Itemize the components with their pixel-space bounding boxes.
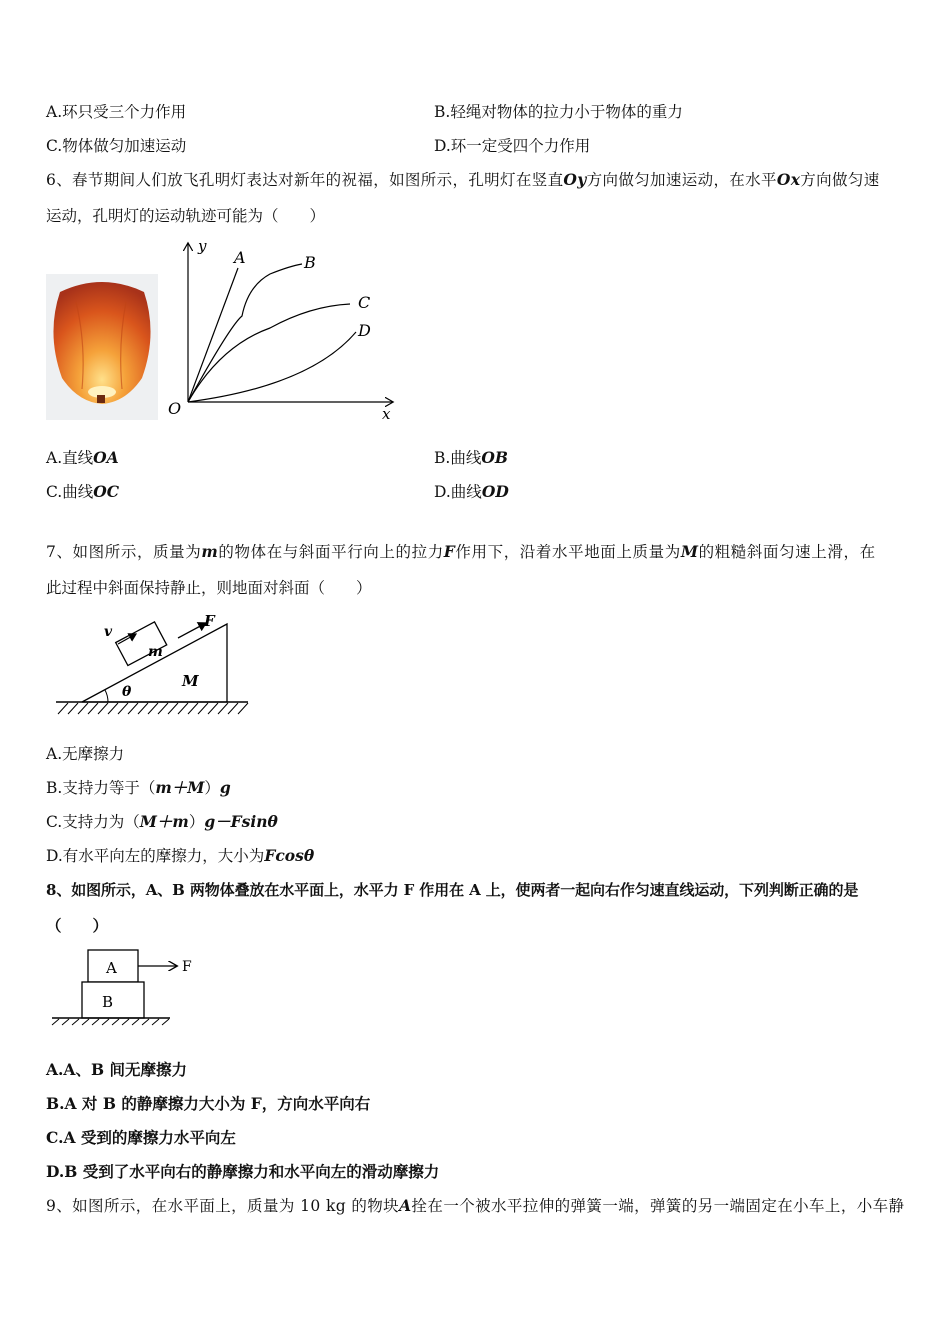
q7-stem-text: 作用下，沿着水平地面上质量为	[455, 543, 681, 561]
lantern-image	[46, 274, 158, 420]
q7-option-c-prefix: C.支持力为（	[46, 813, 140, 831]
q8-stem-line2: （ ）	[46, 916, 109, 935]
q6-stem-text: 6、春节期间人们放飞孔明灯表达对新年的祝福，如图所示，孔明灯在竖直	[46, 171, 564, 189]
curve-oc	[188, 304, 350, 402]
force-arrow	[178, 623, 206, 638]
q5-option-b: B.轻绳对物体的拉力小于物体的重力	[434, 103, 683, 121]
ground-hatch	[52, 1019, 169, 1025]
origin-label: O	[168, 399, 182, 418]
q6-stem-text: 方向做匀加速运动，在水平	[586, 171, 777, 189]
q5-option-d: D.环一定受四个力作用	[434, 137, 591, 155]
q7-stem-line1	[46, 542, 876, 562]
q7-stem-text: 的物体在与斜面平行向上的拉力	[218, 543, 444, 561]
x-axis-label: x	[382, 405, 391, 422]
q6-option-a	[46, 448, 119, 468]
q7-option-b-prefix: B.支持力等于（	[46, 779, 156, 797]
y-axis-label: y	[198, 237, 207, 255]
stacked-blocks-diagram	[48, 944, 208, 1028]
q9-stem-text: 9、如图所示，在水平面上，质量为 10 kg 的物块	[46, 1197, 400, 1215]
q6-option-c-var: OC	[93, 482, 120, 501]
q6-option-d-prefix: D.曲线	[434, 483, 482, 501]
q6-option-b-var: OB	[481, 448, 508, 467]
q9-var-a: A	[399, 1196, 412, 1215]
q6-option-c-prefix: C.曲线	[46, 483, 94, 501]
q7-option-b-close: ）	[204, 779, 220, 797]
q7-option-b-expr: m＋M	[155, 778, 205, 797]
q9-stem-line1	[46, 1196, 904, 1216]
q7-option-a: A.无摩擦力	[46, 745, 125, 763]
incline-diagram	[52, 612, 252, 722]
q7-option-c-tail: g－Fsinθ	[204, 812, 278, 831]
q7-var-m: m	[201, 542, 219, 561]
q7-var-M: M	[680, 542, 699, 561]
force-f-label: F	[182, 959, 192, 975]
q6-var-ox: Ox	[776, 170, 801, 189]
q8-option-a: A.A、B 间无摩擦力	[46, 1060, 187, 1079]
q7-option-d-prefix: D.有水平向左的摩擦力，大小为	[46, 847, 265, 865]
force-label: F	[204, 612, 215, 630]
mass-label: m	[148, 644, 163, 660]
q6-option-a-var: OA	[93, 448, 119, 467]
q9-stem-text: 拴在一个被水平拉伸的弹簧一端，弹簧的另一端固定在小车上，小车静	[411, 1197, 905, 1215]
q6-option-a-prefix: A.直线	[46, 449, 94, 467]
q7-option-c-close: ）	[188, 813, 205, 831]
ground-hatch	[58, 703, 248, 714]
label-d: D	[358, 321, 371, 340]
trajectory-diagram	[160, 236, 400, 422]
label-b: B	[304, 253, 316, 272]
theta-label: θ	[122, 684, 132, 700]
q7-option-d	[46, 846, 314, 866]
q7-option-b-g: g	[219, 778, 231, 797]
q6-stem-line2: 运动，孔明灯的运动轨迹可能为（ ）	[46, 207, 326, 225]
incline-mass-label: M	[182, 672, 199, 690]
q7-option-d-var: Fcosθ	[264, 846, 315, 865]
q7-var-f: F	[443, 542, 456, 561]
block-b-label: B	[102, 993, 114, 1011]
q7-option-c-expr: M＋m	[139, 812, 189, 831]
q6-option-b	[434, 448, 508, 468]
q7-stem-text: 7、如图所示，质量为	[46, 543, 202, 561]
line-oa	[188, 268, 238, 402]
q6-stem-text: 方向做匀速	[800, 171, 880, 189]
q8-option-b: B.A 对 B 的静摩擦力大小为 F，方向水平向右	[46, 1094, 371, 1113]
label-c: C	[358, 293, 371, 312]
q7-stem-line2: 此过程中斜面保持静止，则地面对斜面（ ）	[46, 579, 372, 597]
label-a: A	[234, 248, 246, 267]
q5-option-a: A.环只受三个力作用	[46, 103, 187, 121]
q6-stem-line1	[46, 170, 880, 190]
theta-arc	[105, 690, 108, 702]
q8-option-d: D.B 受到了水平向右的静摩擦力和水平向左的滑动摩擦力	[46, 1162, 440, 1181]
velocity-label: v	[104, 624, 113, 640]
q6-option-d	[434, 482, 509, 502]
q6-option-d-var: OD	[481, 482, 509, 501]
q8-option-c: C.A 受到的摩擦力水平向左	[46, 1128, 236, 1147]
block-a-label: A	[106, 959, 117, 977]
q6-option-b-prefix: B.曲线	[434, 449, 482, 467]
q6-option-c	[46, 482, 119, 502]
q7-stem-text: 的粗糙斜面匀速上滑，在	[698, 543, 876, 561]
q5-option-c: C.物体做匀加速运动	[46, 137, 187, 155]
curve-ob	[188, 264, 302, 402]
q8-stem-line1: 8、如图所示，A、B 两物体叠放在水平面上，水平力 F 作用在 A 上，使两者一起向右作匀速直线运动，下列判断正确的是	[46, 881, 859, 899]
q7-option-c	[46, 812, 278, 832]
q6-var-oy: Oy	[563, 170, 587, 189]
q7-option-b	[46, 778, 231, 798]
